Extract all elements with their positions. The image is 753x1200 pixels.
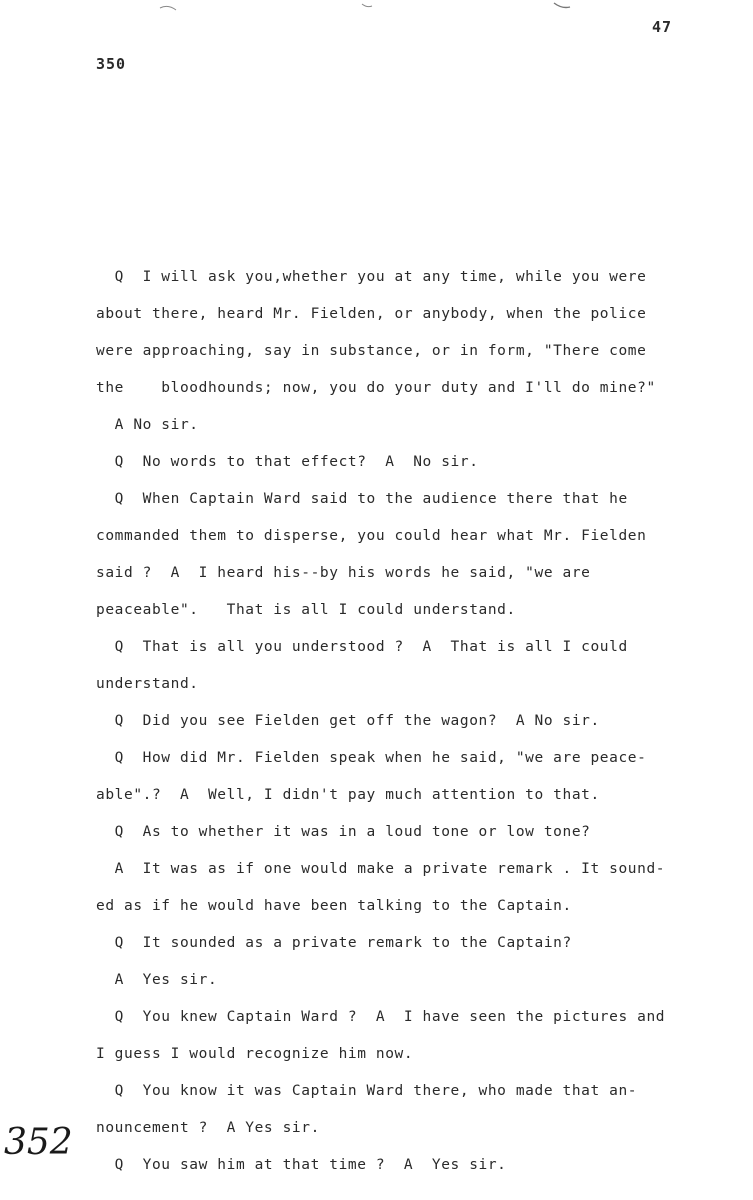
- transcript-line: Q You know it was Captain Ward there, who made that an-: [96, 1083, 638, 1099]
- transcript-line: peaceable". That is all I could understand.: [96, 602, 516, 618]
- transcript-line: said ? A I heard his--by his words he said, "we are: [96, 565, 591, 581]
- transcript-line: Q When Captain Ward said to the audience there that he: [96, 491, 628, 507]
- transcript-line: Q I will ask you,whether you at any time, while you were: [96, 269, 647, 285]
- transcript-line: understand.: [96, 676, 199, 692]
- transcript-line: Q How did Mr. Fielden speak when he said, "we are peace-: [96, 750, 647, 766]
- transcript-line: I guess I would recognize him now.: [96, 1046, 414, 1062]
- transcript-line: about there, heard Mr. Fielden, or anybody, when the police: [96, 306, 647, 322]
- transcript-line: commanded them to disperse, you could hear what Mr. Fielden: [96, 528, 647, 544]
- transcript-line: A Yes sir.: [96, 972, 218, 988]
- transcript-line: Q You knew Captain Ward ? A I have seen the pictures and: [96, 1009, 666, 1025]
- transcript-line: Q As to whether it was in a loud tone or low tone?: [96, 824, 591, 840]
- transcript-line: A It was as if one would make a private remark . It sound-: [96, 861, 666, 877]
- page-number-top-right: 47: [652, 18, 673, 36]
- transcript-line: ed as if he would have been talking to the Captain.: [96, 898, 572, 914]
- transcript-line: nouncement ? A Yes sir.: [96, 1120, 320, 1136]
- handwritten-margin-note: [2, 1116, 82, 1164]
- page-number-top-left: 350: [96, 55, 127, 73]
- transcript-line: were approaching, say in substance, or in form, "There come: [96, 343, 647, 359]
- transcript-body: [96, 259, 736, 1184]
- transcript-line: Q Did you see Fielden get off the wagon? A No sir.: [96, 713, 600, 729]
- transcript-line: A No sir.: [96, 417, 199, 433]
- top-edge-marks: [0, 0, 753, 30]
- transcript-line: Q You saw him at that time ? A Yes sir.: [96, 1157, 507, 1173]
- transcript-line: Q No words to that effect? A No sir.: [96, 454, 479, 470]
- transcript-line: the bloodhounds; now, you do your duty and I'll do mine?": [96, 380, 656, 396]
- transcript-line: able".? A Well, I didn't pay much attention to that.: [96, 787, 600, 803]
- handwritten-margin-note-text: 352: [4, 1122, 73, 1163]
- transcript-line: Q That is all you understood ? A That is all I could: [96, 639, 628, 655]
- transcript-line: Q It sounded as a private remark to the Captain?: [96, 935, 572, 951]
